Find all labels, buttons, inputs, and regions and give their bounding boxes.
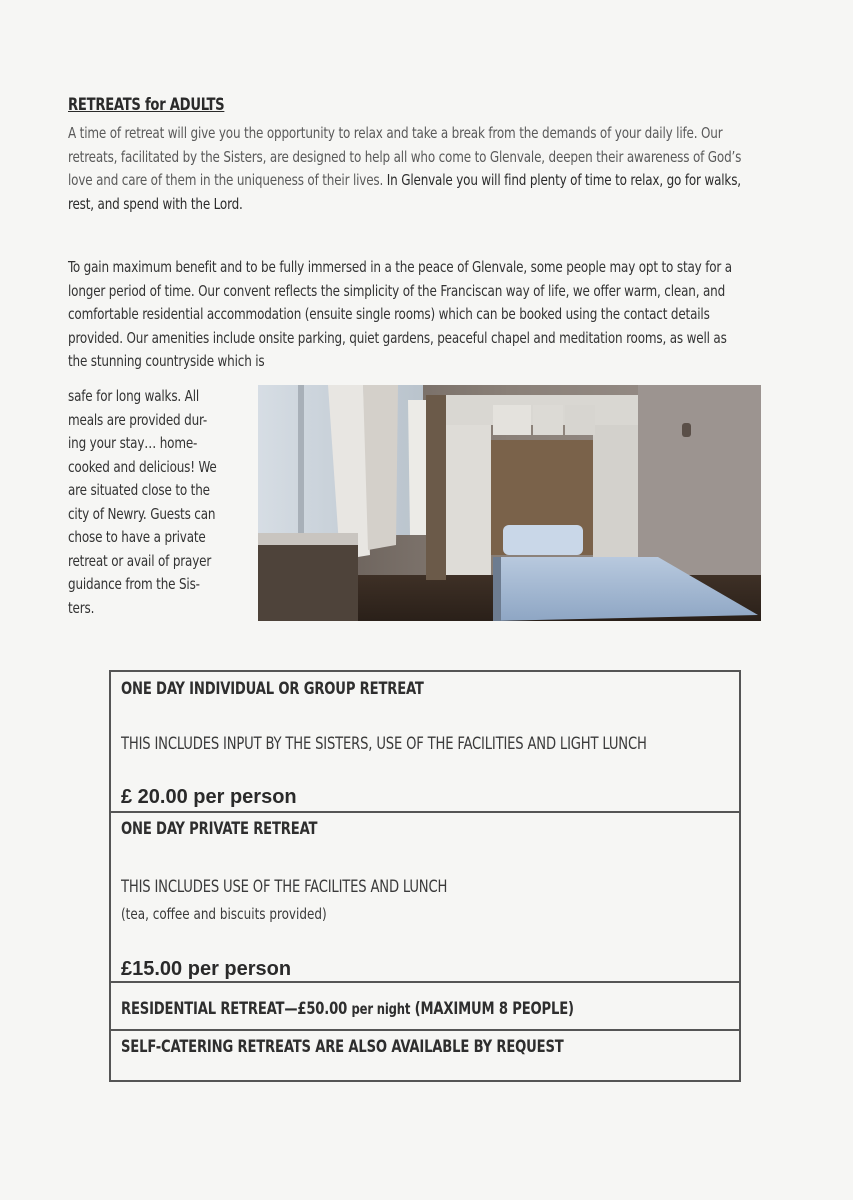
wrap-line: chose to have a private bbox=[68, 528, 206, 546]
residential-title-main: RESIDENTIAL RETREAT—£50.00 bbox=[121, 999, 348, 1019]
residential-title-unit: per night bbox=[351, 1000, 411, 1018]
residential-title-limit: (MAXIMUM 8 PEOPLE) bbox=[414, 999, 574, 1019]
private-retreat-title: ONE DAY PRIVATE RETREAT bbox=[121, 819, 318, 839]
wrap-line: ing your stay… home- bbox=[68, 434, 198, 452]
group-retreat-price: £ 20.00 per person bbox=[121, 786, 297, 808]
body-paragraph: To gain maximum benefit and to be fully immersed in a the peace of Glenvale, some people may opt to stay for a longer period of time. Our convent reflects the simplicity of the Franciscan way of life, we offer warm, clean, and comfortable residential accommodation (ensuite single rooms) which can be booked using the contact details provided. Our amenities include onsite parking, quiet gardens, peaceful chapel and meditation rooms, as well as the stunning countryside which is bbox=[68, 258, 732, 370]
wrap-line: retreat or avail of prayer bbox=[68, 551, 212, 570]
group-retreat-row bbox=[111, 672, 739, 813]
private-retreat-note: (tea, coffee and biscuits provided) bbox=[121, 905, 327, 923]
private-retreat-row bbox=[111, 813, 739, 983]
self-catering-title: SELF-CATERING RETREATS ARE ALSO AVAILABLE BY REQUEST bbox=[121, 1037, 564, 1057]
page-title: RETREATS for ADULTS bbox=[68, 95, 225, 115]
group-retreat-title: ONE DAY INDIVIDUAL OR GROUP RETREAT bbox=[121, 679, 424, 699]
wrapped-text bbox=[68, 385, 249, 620]
wrap-line: city of Newry. Guests can bbox=[68, 504, 216, 523]
pricing-table bbox=[109, 670, 741, 1082]
wrap-line: ters. bbox=[68, 598, 95, 617]
wrap-line: safe for long walks. All bbox=[68, 387, 200, 405]
wrap-line: are situated close to the bbox=[68, 481, 210, 499]
wrap-line: cooked and delicious! We bbox=[68, 457, 217, 476]
wrap-line: guidance from the Sis- bbox=[68, 575, 200, 593]
intro-text-dark: In Glenvale you will find plenty of time to relax, go for walks, rest, and spend with the Lord. bbox=[68, 171, 741, 213]
intro-text: A time of retreat will give you the opportunity to relax and take a break from the demands of your daily life. Our retreats, facilitated by the Sisters, are designed to help all who come to Glenvale, deepen their awareness of God’s love and care of them in the uniqueness of their lives. bbox=[68, 124, 742, 189]
bedroom-photo bbox=[258, 385, 761, 621]
residential-retreat-title bbox=[121, 999, 574, 1019]
private-retreat-description: THIS INCLUDES USE OF THE FACILITES AND LUNCH bbox=[121, 877, 448, 897]
group-retreat-description: THIS INCLUDES INPUT BY THE SISTERS, USE OF THE FACILITIES AND LIGHT LUNCH bbox=[121, 734, 647, 754]
wrap-line: meals are provided dur- bbox=[68, 410, 208, 429]
intro-paragraph bbox=[68, 122, 747, 216]
private-retreat-price: £15.00 per person bbox=[121, 958, 292, 980]
residential-retreat-row bbox=[111, 983, 739, 1031]
bedroom-illustration bbox=[258, 385, 761, 621]
self-catering-row bbox=[111, 1031, 739, 1080]
